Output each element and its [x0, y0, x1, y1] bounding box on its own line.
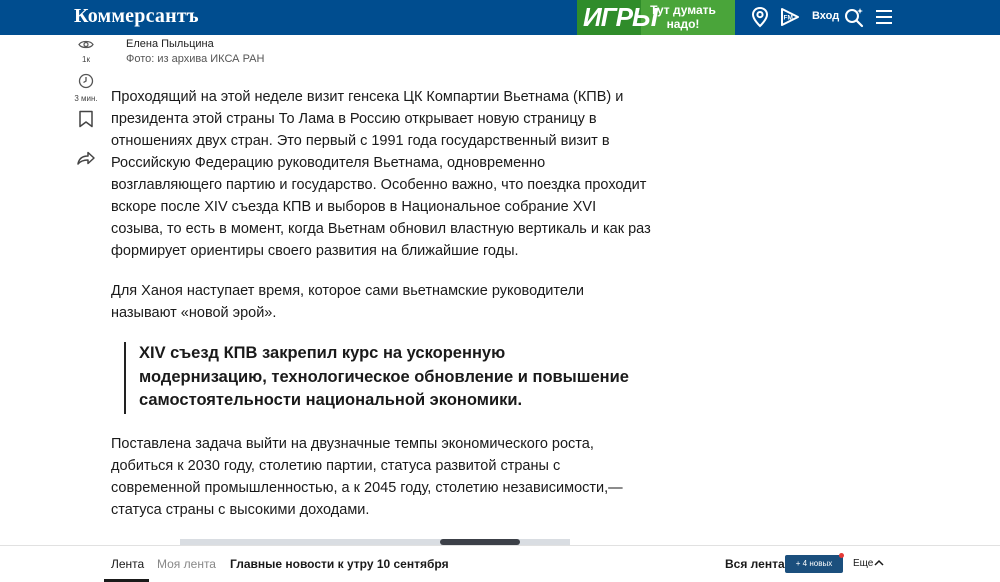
login-link[interactable]: Вход — [812, 10, 840, 22]
all-feed-link[interactable]: Вся лента — [725, 557, 785, 571]
chevron-up-icon[interactable] — [873, 558, 885, 568]
eye-icon — [78, 39, 94, 50]
promo-text: Тут думать надо! — [650, 3, 716, 31]
article-paragraph: Проходящий на этой неделе визит генсека ЦК Компартии Вьетнама (КПВ) и президента этой страны То Лама в Россию открывает новую страницу в отношениях двух стран. Это первый с 1991 года государственный визит в Российскую Федерацию руководителя Вьетнама, одновременно возглавляющего партию и государство. Особенно важно, что поездка проходит вскоре после XIV съезда КПВ и выборов в Национальное собрание XVI созыва, то есть в момент, когда Вьетнам обновил властную вертикаль и как раз формирует ориентиры своего развития на ближайшие годы. — [111, 89, 651, 259]
site-header — [0, 0, 1000, 35]
fm-label: FM — [783, 14, 793, 22]
pull-quote: XIV съезд КПВ закрепил курс на ускоренную модернизацию, технологическое обновление и повышение самостоятельности национальной экономики. — [124, 342, 634, 414]
author-name[interactable]: Елена Пыльцина — [126, 38, 214, 50]
clock-icon — [78, 73, 94, 89]
site-logo[interactable]: Коммерсантъ — [74, 5, 199, 27]
search-icon[interactable] — [843, 6, 865, 28]
promo-logo: ИГРЫ — [583, 2, 657, 32]
notification-dot — [839, 553, 844, 558]
feed-headline[interactable]: Главные новости к утру 10 сентября — [230, 557, 449, 571]
fm-radio-icon[interactable] — [779, 6, 801, 28]
views-counter — [70, 37, 102, 64]
location-icon[interactable] — [749, 6, 771, 28]
read-time-label: 3 мин. — [74, 94, 98, 103]
news-feed-bar — [0, 545, 1000, 582]
share-icon[interactable] — [76, 150, 96, 166]
photo-credit: Фото: из архива ИКСА РАН — [126, 53, 265, 65]
read-time — [70, 73, 102, 103]
tab-my-feed[interactable]: Моя лента — [157, 557, 216, 571]
article-paragraph: Поставлена задача выйти на двузначные темпы экономического роста, добиться к 2030 году, столетию партии, статуса развитой страны с современной промышленностью, а к 2045 году, столетию независимости,— статуса страны с высокими доходами. — [111, 436, 623, 518]
new-items-badge[interactable]: + 4 новых — [785, 555, 843, 573]
tab-feed[interactable]: Лента — [111, 557, 145, 571]
bookmark-icon[interactable] — [78, 110, 94, 128]
article-paragraph: Для Ханоя наступает время, которое сами вьетнамские руководители называют «новой эрой». — [111, 283, 585, 321]
menu-icon[interactable] — [873, 6, 895, 28]
more-button[interactable]: Еще — [853, 558, 874, 569]
views-count: 1к — [82, 55, 90, 64]
games-promo-banner[interactable] — [577, 0, 735, 35]
